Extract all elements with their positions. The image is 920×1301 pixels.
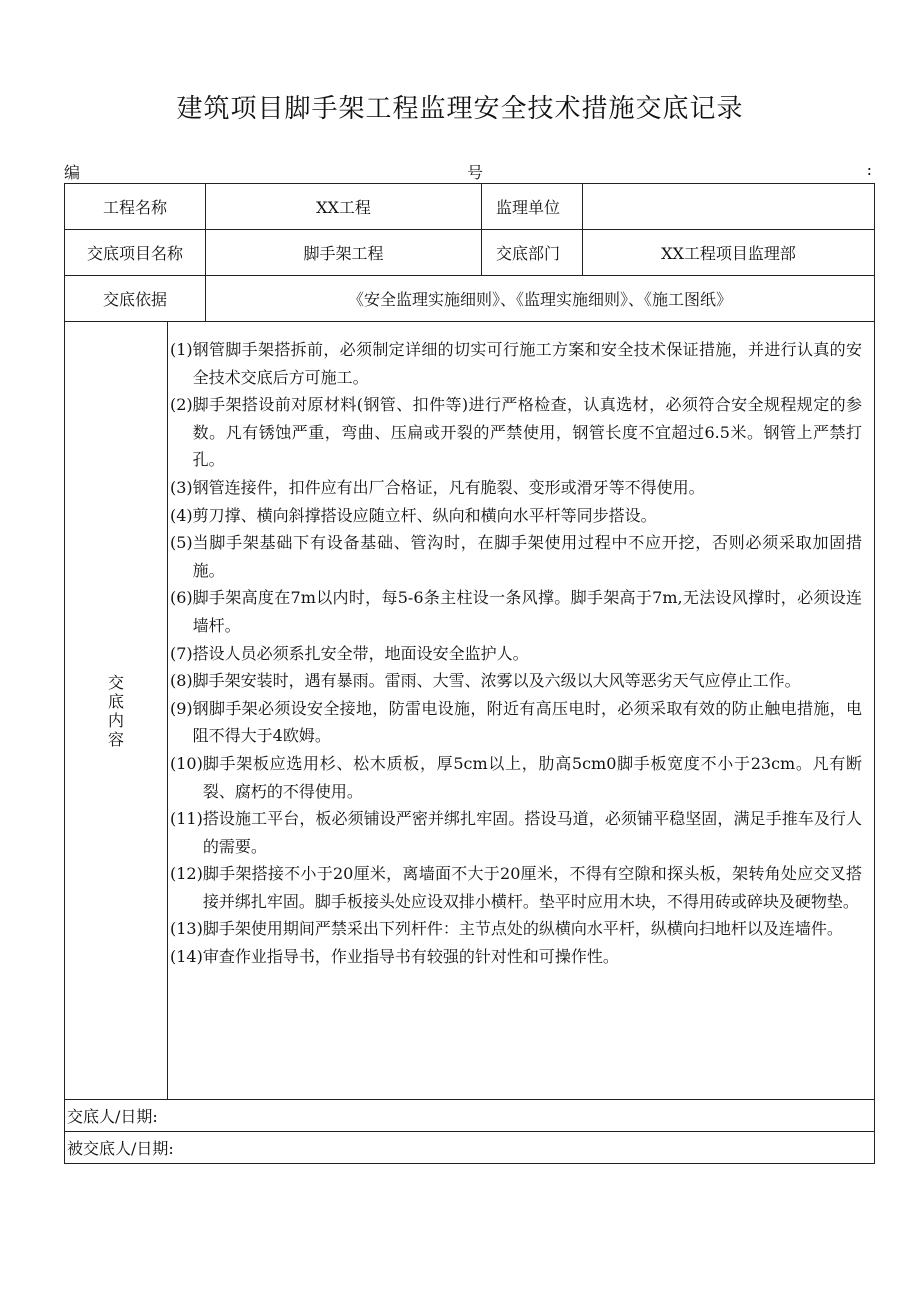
recipient-row	[65, 1132, 875, 1164]
recipient-label[interactable]: 被交底人/日期:	[65, 1132, 875, 1164]
content-items-list	[168, 322, 874, 971]
content-item-number: (6)	[170, 588, 193, 608]
item-name-value[interactable]: 脚手架工程	[206, 230, 482, 276]
content-item-text: 脚手架使用期间严禁采出下列杆件：主节点处的纵横向水平杆，纵横向扫地杆以及连墙件。	[202, 919, 843, 939]
basis-label: 交底依据	[65, 276, 206, 322]
content-item-text: 钢管连接件，扣件应有出厂合格证，凡有脆裂、变形或滑牙等不得使用。	[192, 477, 705, 497]
project-name-value[interactable]: XX工程	[206, 184, 482, 230]
page-title: 建筑项目脚手架工程监理安全技术措施交底记录	[176, 94, 744, 124]
basis-row	[65, 276, 875, 322]
content-item-text: 脚手架板应选用杉、松木质板，厚5cm以上，肋高5cm0脚手板宽度不小于23cm。凡有断裂、腐朽的不得使用。	[202, 753, 863, 801]
content-item-number: (10)	[170, 753, 203, 773]
content-item	[170, 805, 862, 860]
content-item	[170, 391, 862, 474]
content-item-text: 当脚手架基础下有设备基础、管沟时，在脚手架使用过程中不应开挖，否则必须采取加固措施。	[192, 533, 863, 580]
project-name-label: 工程名称	[65, 184, 206, 230]
content-item-text: 剪刀撑、横向斜撑搭设应随立杆、纵向和横向水平杆等同步搭设。	[192, 505, 657, 525]
content-item-text: 搭设施工平台，板必须铺设严密并绑扎牢固。搭设马道，必须铺平稳坚固，满足手推车及行人的需要。	[202, 809, 863, 856]
basis-value[interactable]: 《安全监理实施细则》、《监理实施细则》、《施工图纸》	[206, 276, 875, 322]
content-item-text: 脚手架搭接不小于20厘米，离墙面不大于20厘米，不得有空隙和探头板，架转角处应交叉搭接并绑扎牢固。脚手板接头处应设双排小横杆。垫平时应用木块，不得用砖或碎块及硬物垫。	[202, 864, 863, 911]
content-row	[65, 322, 875, 1100]
content-item	[170, 584, 862, 639]
content-item	[170, 943, 862, 971]
item-name-label: 交底项目名称	[65, 230, 206, 276]
project-name-row	[65, 184, 875, 230]
content-item-number: (12)	[170, 864, 203, 884]
content-item-text: 钢脚手架必须设安全接地，防雷电设施，附近有高压电时，必须采取有效的防止触电措施，电阻不得大于4欧姆。	[192, 698, 863, 746]
content-item-text: 脚手架搭设前对原材料(钢管、扣件等)进行严格检查，认真选材，必须符合安全规程规定的参数。凡有锈蚀严重，弯曲、压扁或开裂的严禁使用，钢管长度不宜超过6.5米。钢管上严禁打孔。	[192, 395, 863, 470]
content-item	[170, 529, 862, 584]
content-item	[170, 750, 862, 805]
discloser-row	[65, 1100, 875, 1132]
content-item-text: 脚手架安装时，遇有暴雨。雷雨、大雪、浓雾以及六级以大风等恶劣天气应停止工作。	[192, 671, 801, 691]
content-item-number: (13)	[170, 919, 203, 939]
supervisor-label: 监理单位	[482, 184, 583, 230]
content-item-number: (14)	[170, 947, 203, 967]
content-item	[170, 474, 862, 502]
content-item-number: (3)	[170, 477, 193, 497]
content-label: 交底内容	[107, 672, 124, 749]
content-item-text: 搭设人员必须系扎安全带，地面设安全监护人。	[192, 643, 529, 663]
serial-label-char-1: 编	[64, 163, 81, 182]
content-label-cell	[65, 322, 168, 1100]
content-item-number: (7)	[170, 643, 193, 663]
content-item	[170, 860, 862, 915]
dept-value[interactable]: XX工程项目监理部	[583, 230, 875, 276]
content-item	[170, 695, 862, 750]
content-item-text: 脚手架高度在7m以内时，每5-6条主柱设一条风撑。脚手架高于7m,无法设风撑时，必须设连墙杆。	[192, 588, 863, 635]
content-item	[170, 640, 862, 668]
content-item	[170, 502, 862, 530]
serial-number-row	[64, 160, 874, 182]
content-item-number: (9)	[170, 698, 193, 718]
content-items-cell	[168, 322, 875, 1100]
content-item-text: 钢管脚手架搭拆前，必须制定详细的切实可行施工方案和安全技术保证措施，并进行认真的安全技术交底后方可施工。	[192, 340, 863, 387]
content-item-number: (2)	[170, 395, 193, 415]
supervisor-value[interactable]	[583, 184, 875, 230]
content-item-number: (5)	[170, 533, 193, 553]
content-item-number: (1)	[170, 340, 193, 359]
serial-label-char-2: 号	[467, 163, 484, 182]
content-item-number: (4)	[170, 505, 193, 525]
disclosure-table	[64, 183, 875, 1164]
content-item-text: 审查作业指导书，作业指导书有较强的针对性和可操作性。	[202, 947, 619, 967]
content-item-number: (11)	[170, 809, 203, 829]
content-item	[170, 667, 862, 695]
dept-label: 交底部门	[482, 230, 583, 276]
content-item	[170, 336, 862, 391]
serial-colon: :	[866, 160, 872, 179]
content-item-number: (8)	[170, 671, 193, 691]
item-name-row	[65, 230, 875, 276]
content-item	[170, 915, 862, 943]
discloser-label[interactable]: 交底人/日期:	[65, 1100, 875, 1132]
